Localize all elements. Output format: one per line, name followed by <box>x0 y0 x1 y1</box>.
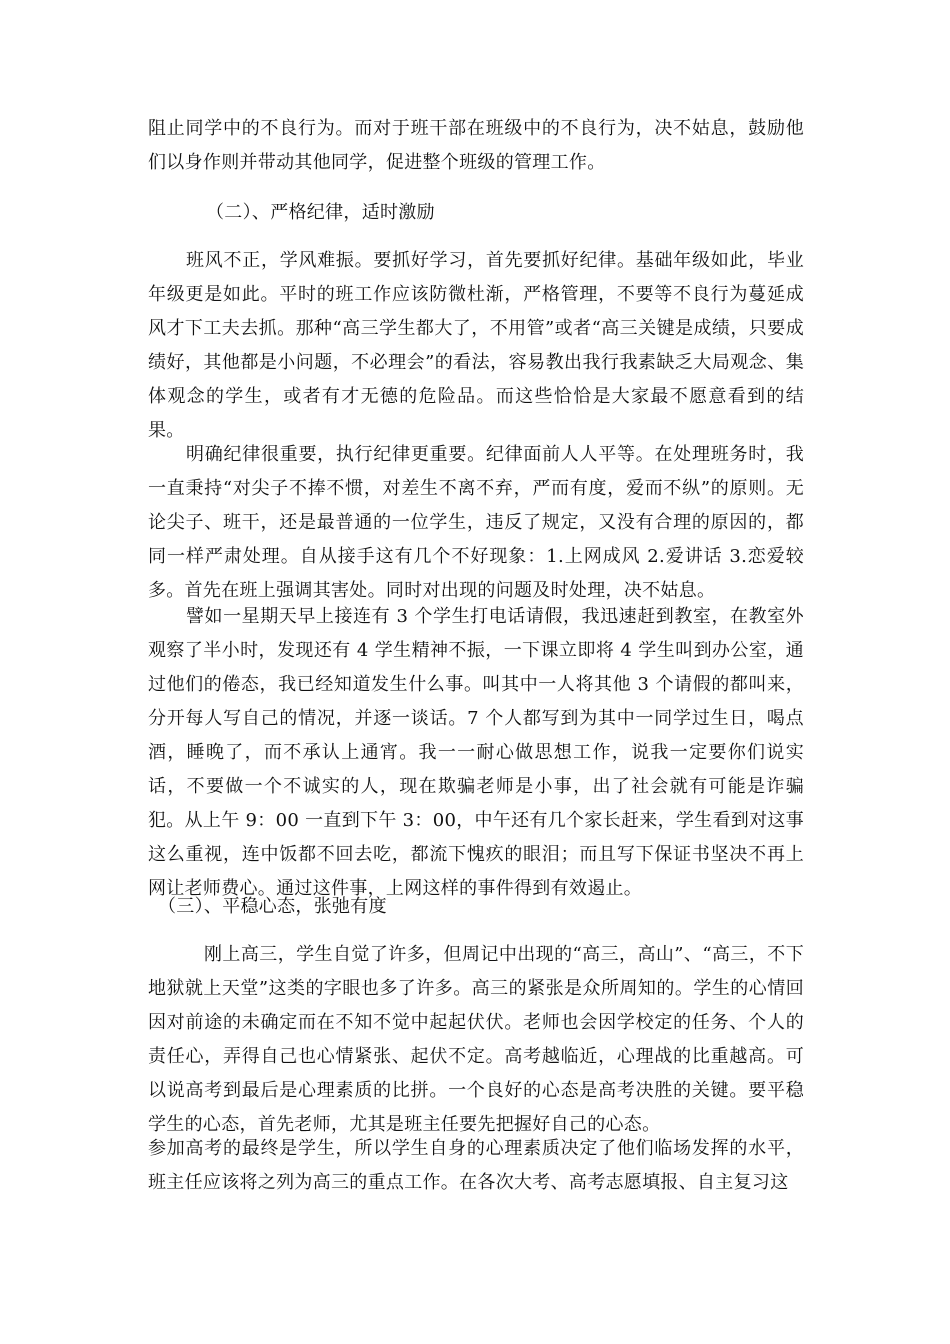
paragraph-continued: 阻止同学中的不良行为。而对于班干部在班级中的不良行为，决不姑息，鼓励他们以身作则并带动其他同学，促进整个班级的管理工作。 <box>148 118 804 173</box>
paragraph-enforce-discipline: 明确纪律很重要，执行纪律更重要。纪律面前人人平等。在处理班务时，我一直秉持“对尖子不捧不惯，对差生不离不弃，严而有度，爱而不纵”的原则。无论尖子、班干，还是最普通的一位学生，违反了规定，又没有合理的原因的，都同一样严肃处理。自从接手这有几个不好现象：1.上网成风 2.爱讲话 3.恋爱较多。首先在班上强调其害处。同时对出现的问题及时处理，决不姑息。 <box>148 444 804 601</box>
paragraph-psychology: 参加高考的最终是学生，所以学生自身的心理素质决定了他们临场发挥的水平，班主任应该将之列为高三的重点工作。在各次大考、高考志愿填报、自主复习这 <box>148 1138 804 1193</box>
paragraph-mindset: 刚上高三，学生自觉了许多，但周记中出现的“高三，高山”、“高三，不下地狱就上天堂”这类的字眼也多了许多。高三的紧张是众所周知的。学生的心情回因对前途的未确定而在不知不觉中起起伏伏。老师也会因学校定的任务、个人的责任心，弄得自己也心情紧张、起伏不定。高考越临近，心理战的比重越高。可以说高考到最后是心理素质的比拼。一个良好的心态是高考决胜的关键。要平稳学生的心态，首先老师，尤其是班主任要先把握好自己的心态。 <box>148 944 804 1135</box>
paragraph-discipline: 班风不正，学风难振。要抓好学习，首先要抓好纪律。基础年级如此，毕业年级更是如此。平时的班工作应该防微杜渐，严格管理，不要等不良行为蔓延成风才下工夫去抓。那种“高三学生都大了，不用管”或者“高三关键是成绩，只要成绩好，其他都是小问题，不必理会”的看法，容易教出我行我素缺乏大局观念、集体观念的学生，或者有才无德的危险品。而这些恰恰是大家最不愿意看到的结果。 <box>148 250 804 441</box>
section-heading-3: （三）、平稳心态，张弛有度 <box>158 896 387 917</box>
paragraph-example-story: 譬如一星期天早上接连有 3 个学生打电话请假，我迅速赶到教室，在教室外观察了半小时，发现还有 4 学生精神不振，一下课立即将 4 学生叫到办公室，通过他们的倦态，我已经知道发生什么事。叫其中一人将其他 3 个请假的都叫来，分开每人写自己的情况，并逐一谈话。7 个人都写到为其中一同学过生日，喝点酒，睡晚了，而不承认上通宵。我一一耐心做思想工作，说我一定要你们说实话，不要做一个不诚实的人，现在欺骗老师是小事，出了社会就有可能是诈骗犯。从上午 9：00 一直到下午 3：00，中午还有几个家长赶来，学生看到对这事这么重视，连中饭都不回去吃，都流下愧疚的眼泪；而且写下保证书坚决不再上网让老师费心。通过这件事，上网这样的事件得到有效遏止。 <box>148 606 804 899</box>
section-heading-2: （二）、严格纪律，适时激励 <box>206 202 435 223</box>
